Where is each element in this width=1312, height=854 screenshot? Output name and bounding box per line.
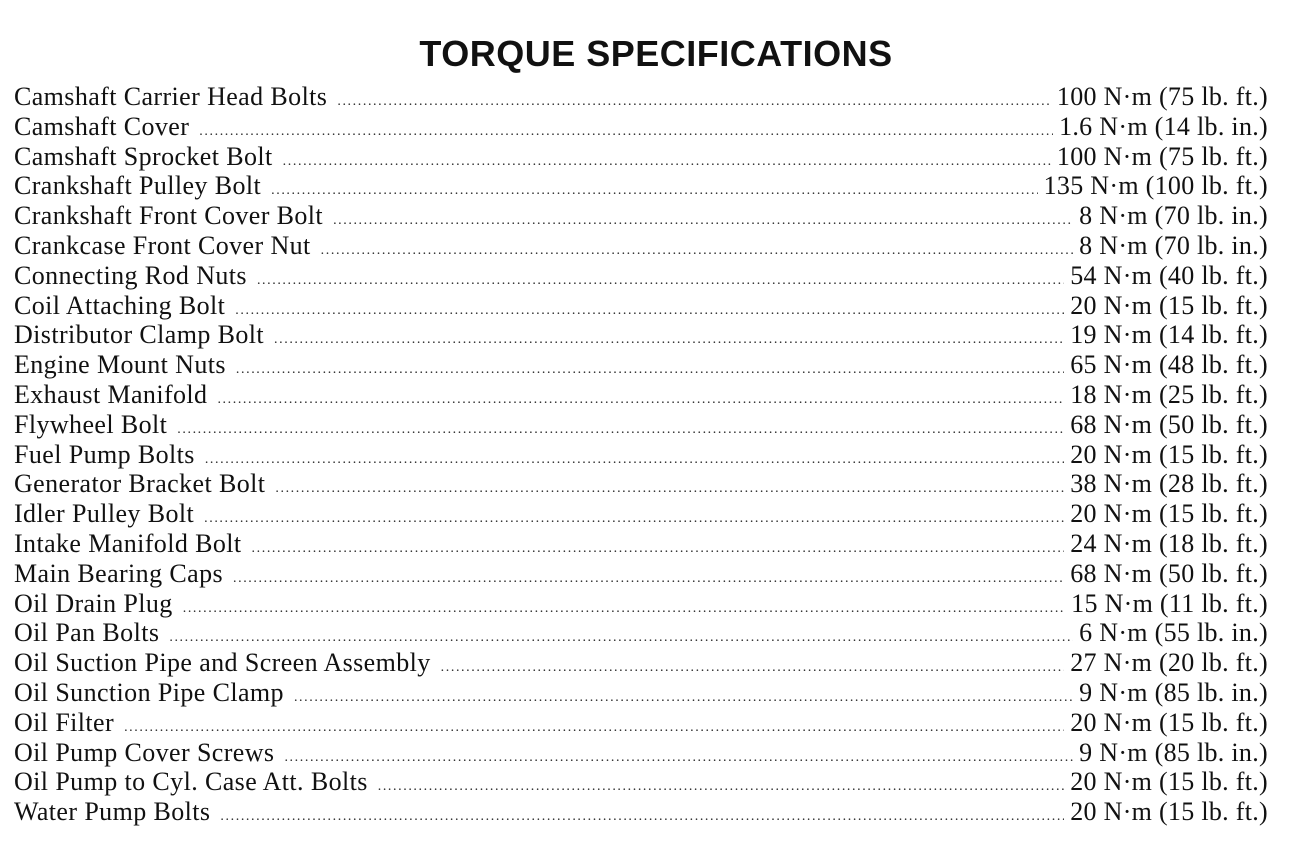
spec-name: Water Pump Bolts: [14, 797, 211, 827]
spec-row: [14, 499, 1268, 529]
spec-name: Oil Drain Plug: [14, 588, 173, 618]
dot-leader: [220, 802, 1064, 832]
spec-row: [14, 559, 1268, 589]
spec-value: 135 N·m (100 lb. ft.): [1043, 171, 1268, 201]
spec-row: [14, 320, 1268, 350]
spec-value: 20 N·m (15 lb. ft.): [1070, 439, 1268, 469]
spec-row: [14, 201, 1268, 231]
spec-row: [14, 529, 1268, 559]
dot-leader: [252, 534, 1065, 564]
spec-value: 18 N·m (25 lb. ft.): [1070, 379, 1268, 409]
dot-leader: [294, 683, 1073, 713]
spec-row: [14, 589, 1268, 619]
dot-leader: [183, 594, 1065, 624]
spec-row: [14, 291, 1268, 321]
spec-name: Idler Pulley Bolt: [14, 499, 195, 529]
spec-name: Coil Attaching Bolt: [14, 290, 226, 320]
spec-row: [14, 350, 1268, 380]
spec-value: 20 N·m (15 lb. ft.): [1070, 499, 1268, 529]
spec-value: 19 N·m (14 lb. ft.): [1070, 320, 1268, 350]
dot-leader: [205, 445, 1064, 475]
spec-name: Oil Filter: [14, 707, 115, 737]
spec-value: 54 N·m (40 lb. ft.): [1070, 260, 1268, 290]
dot-leader: [217, 385, 1064, 415]
spec-value: 24 N·m (18 lb. ft.): [1070, 528, 1268, 558]
spec-row: [14, 738, 1268, 768]
dot-leader: [199, 117, 1053, 147]
spec-name: Crankshaft Front Cover Bolt: [14, 201, 324, 231]
dot-leader: [441, 653, 1065, 683]
spec-name: Generator Bracket Bolt: [14, 469, 266, 499]
spec-row: [14, 648, 1268, 678]
dot-leader: [284, 743, 1073, 773]
spec-name: Flywheel Bolt: [14, 409, 168, 439]
dot-leader: [333, 206, 1073, 236]
spec-name: Oil Pan Bolts: [14, 618, 160, 648]
spec-name: Crankcase Front Cover Nut: [14, 230, 311, 260]
spec-row: [14, 618, 1268, 648]
spec-value: 100 N·m (75 lb. ft.): [1056, 82, 1268, 111]
spec-name: Camshaft Sprocket Bolt: [14, 141, 273, 171]
dot-leader: [271, 176, 1037, 206]
spec-value: 8 N·m (70 lb. in.): [1079, 230, 1268, 260]
dot-leader: [233, 564, 1064, 594]
spec-value: 65 N·m (48 lb. ft.): [1070, 350, 1268, 380]
spec-value: 68 N·m (50 lb. ft.): [1070, 558, 1268, 588]
dot-leader: [337, 87, 1051, 117]
dot-leader: [236, 355, 1064, 385]
spec-row: [14, 767, 1268, 797]
dot-leader: [235, 296, 1064, 326]
spec-value: 8 N·m (70 lb. in.): [1079, 201, 1268, 231]
spec-row: [14, 410, 1268, 440]
dot-leader: [257, 266, 1064, 296]
spec-row: [14, 142, 1268, 172]
spec-row: [14, 261, 1268, 291]
spec-value: 27 N·m (20 lb. ft.): [1070, 648, 1268, 678]
spec-name: Connecting Rod Nuts: [14, 260, 247, 290]
spec-name: Oil Pump Cover Screws: [14, 737, 275, 767]
spec-name: Oil Sunction Pipe Clamp: [14, 677, 284, 707]
spec-value: 20 N·m (15 lb. ft.): [1070, 797, 1268, 827]
spec-name: Fuel Pump Bolts: [14, 439, 195, 469]
spec-name: Main Bearing Caps: [14, 558, 223, 588]
spec-name: Camshaft Carrier Head Bolts: [14, 82, 328, 111]
spec-row: [14, 469, 1268, 499]
spec-value: 20 N·m (15 lb. ft.): [1070, 707, 1268, 737]
spec-name: Crankshaft Pulley Bolt: [14, 171, 262, 201]
dot-leader: [275, 474, 1064, 504]
spec-value: 9 N·m (85 lb. in.): [1079, 737, 1268, 767]
dot-leader: [283, 147, 1051, 177]
dot-leader: [177, 415, 1064, 445]
spec-row: [14, 708, 1268, 738]
spec-name: Engine Mount Nuts: [14, 350, 226, 380]
spec-value: 6 N·m (55 lb. in.): [1079, 618, 1268, 648]
spec-name: Oil Suction Pipe and Screen Assembly: [14, 648, 431, 678]
spec-row: [14, 171, 1268, 201]
torque-spec-list: [14, 82, 1268, 827]
spec-value: 68 N·m (50 lb. ft.): [1070, 409, 1268, 439]
spec-name: Distributor Clamp Bolt: [14, 320, 265, 350]
spec-value: 15 N·m (11 lb. ft.): [1071, 588, 1268, 618]
spec-value: 20 N·m (15 lb. ft.): [1070, 767, 1268, 797]
spec-name: Oil Pump to Cyl. Case Att. Bolts: [14, 767, 368, 797]
spec-name: Intake Manifold Bolt: [14, 528, 242, 558]
spec-row: [14, 231, 1268, 261]
dot-leader: [321, 236, 1074, 266]
dot-leader: [204, 504, 1064, 534]
spec-value: 1.6 N·m (14 lb. in.): [1059, 111, 1268, 141]
spec-row: [14, 678, 1268, 708]
dot-leader: [274, 325, 1064, 355]
spec-value: 9 N·m (85 lb. in.): [1079, 677, 1268, 707]
spec-row: [14, 380, 1268, 410]
page-title: TORQUE SPECIFICATIONS: [419, 33, 893, 75]
spec-value: 20 N·m (15 lb. ft.): [1070, 290, 1268, 320]
spec-name: Camshaft Cover: [14, 111, 190, 141]
spec-value: 38 N·m (28 lb. ft.): [1070, 469, 1268, 499]
spec-row: [14, 797, 1268, 827]
spec-value: 100 N·m (75 lb. ft.): [1056, 141, 1268, 171]
dot-leader: [378, 772, 1064, 802]
spec-row: [14, 82, 1268, 112]
spec-row: [14, 112, 1268, 142]
spec-name: Exhaust Manifold: [14, 379, 208, 409]
